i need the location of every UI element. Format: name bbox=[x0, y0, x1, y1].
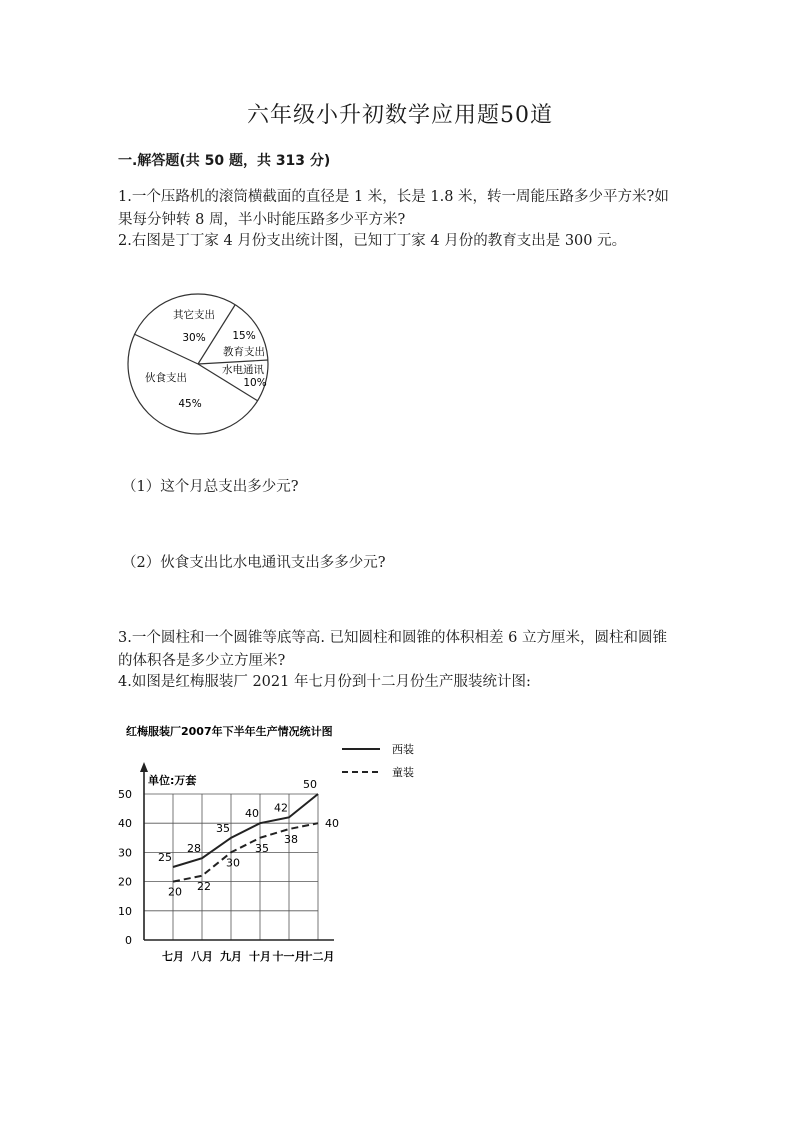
line-chart bbox=[110, 716, 414, 976]
data-label-series-0: 40 bbox=[245, 807, 259, 821]
question-3: 3.一个圆柱和一个圆锥等底等高. 已知圆柱和圆锥的体积相差 6 立方厘米，圆柱和圆锥的体积各是多少立方厘米? bbox=[118, 630, 667, 669]
x-tick-label: 八月 bbox=[191, 950, 213, 963]
x-tick-label: 十一月 bbox=[272, 950, 306, 963]
y-tick-label: 50 bbox=[118, 788, 132, 801]
pie-label-utility: 水电通讯 bbox=[222, 364, 264, 376]
pie-label-other: 其它支出 bbox=[173, 309, 215, 321]
data-label-series-1: 22 bbox=[197, 879, 211, 893]
legend-label-suit: 西装 bbox=[392, 743, 414, 756]
question-4: 4.如图是红梅服装厂 2021 年七月份到十二月份生产服装统计图: bbox=[118, 674, 531, 690]
series-line-0 bbox=[173, 794, 318, 870]
pie-value-food: 45% bbox=[178, 398, 202, 410]
line-plot-area bbox=[118, 762, 339, 963]
line-chart-title: 红梅服装厂2007年下半年生产情况统计图 bbox=[126, 725, 333, 738]
pie-label-education: 教育支出 bbox=[223, 346, 265, 358]
pie-value-education: 15% bbox=[232, 330, 256, 342]
y-tick-label: 40 bbox=[118, 817, 132, 831]
pie-value-utility: 10% bbox=[243, 377, 267, 389]
x-tick-label: 九月 bbox=[220, 950, 242, 963]
pie-chart bbox=[122, 288, 282, 438]
y-tick-label: 10 bbox=[118, 904, 132, 918]
question-1: 1.一个压路机的滚筒横截面的直径是 1 米，长是 1.8 米，转一周能压路多少平方米?如果每分钟转 8 周，半小时能压路多少平方米? bbox=[118, 189, 669, 228]
data-label-series-1: 30 bbox=[226, 856, 240, 870]
pie-label-food: 伙食支出 bbox=[145, 372, 187, 384]
x-tick-label: 十月 bbox=[249, 950, 271, 963]
question-2: 2.右图是丁丁家 4 月份支出统计图，已知丁丁家 4 月份的教育支出是 300 元。 bbox=[118, 233, 627, 249]
section-heading: 一.解答题(共 50 题，共 313 分) bbox=[118, 153, 331, 169]
data-label-series-0: 50 bbox=[303, 778, 317, 791]
y-tick-label: 20 bbox=[118, 875, 132, 889]
pie-value-other: 30% bbox=[182, 332, 206, 344]
x-tick-label: 十二月 bbox=[301, 950, 335, 963]
data-label-series-0: 28 bbox=[187, 842, 201, 856]
x-tick-label: 七月 bbox=[162, 950, 184, 963]
y-tick-label: 0 bbox=[125, 934, 132, 947]
data-label-series-0: 35 bbox=[216, 821, 230, 835]
y-axis-unit: 单位:万套 bbox=[148, 774, 197, 787]
question-2-sub-1: （1）这个月总支出多少元? bbox=[122, 479, 299, 495]
y-tick-label: 30 bbox=[118, 846, 132, 860]
data-label-series-0: 42 bbox=[274, 801, 288, 815]
data-label-series-0: 25 bbox=[158, 851, 172, 864]
legend-label-kids: 童装 bbox=[392, 766, 414, 779]
data-label-series-1: 38 bbox=[284, 833, 298, 847]
question-2-sub-2: （2）伙食支出比水电通讯支出多多少元? bbox=[122, 555, 386, 571]
data-label-series-1: 35 bbox=[255, 841, 269, 855]
data-label-series-1: 20 bbox=[168, 885, 182, 899]
page-title: 六年级小升初数学应用题50道 bbox=[247, 103, 553, 128]
y-axis-arrow bbox=[140, 762, 148, 772]
data-label-series-1: 40 bbox=[325, 817, 339, 831]
